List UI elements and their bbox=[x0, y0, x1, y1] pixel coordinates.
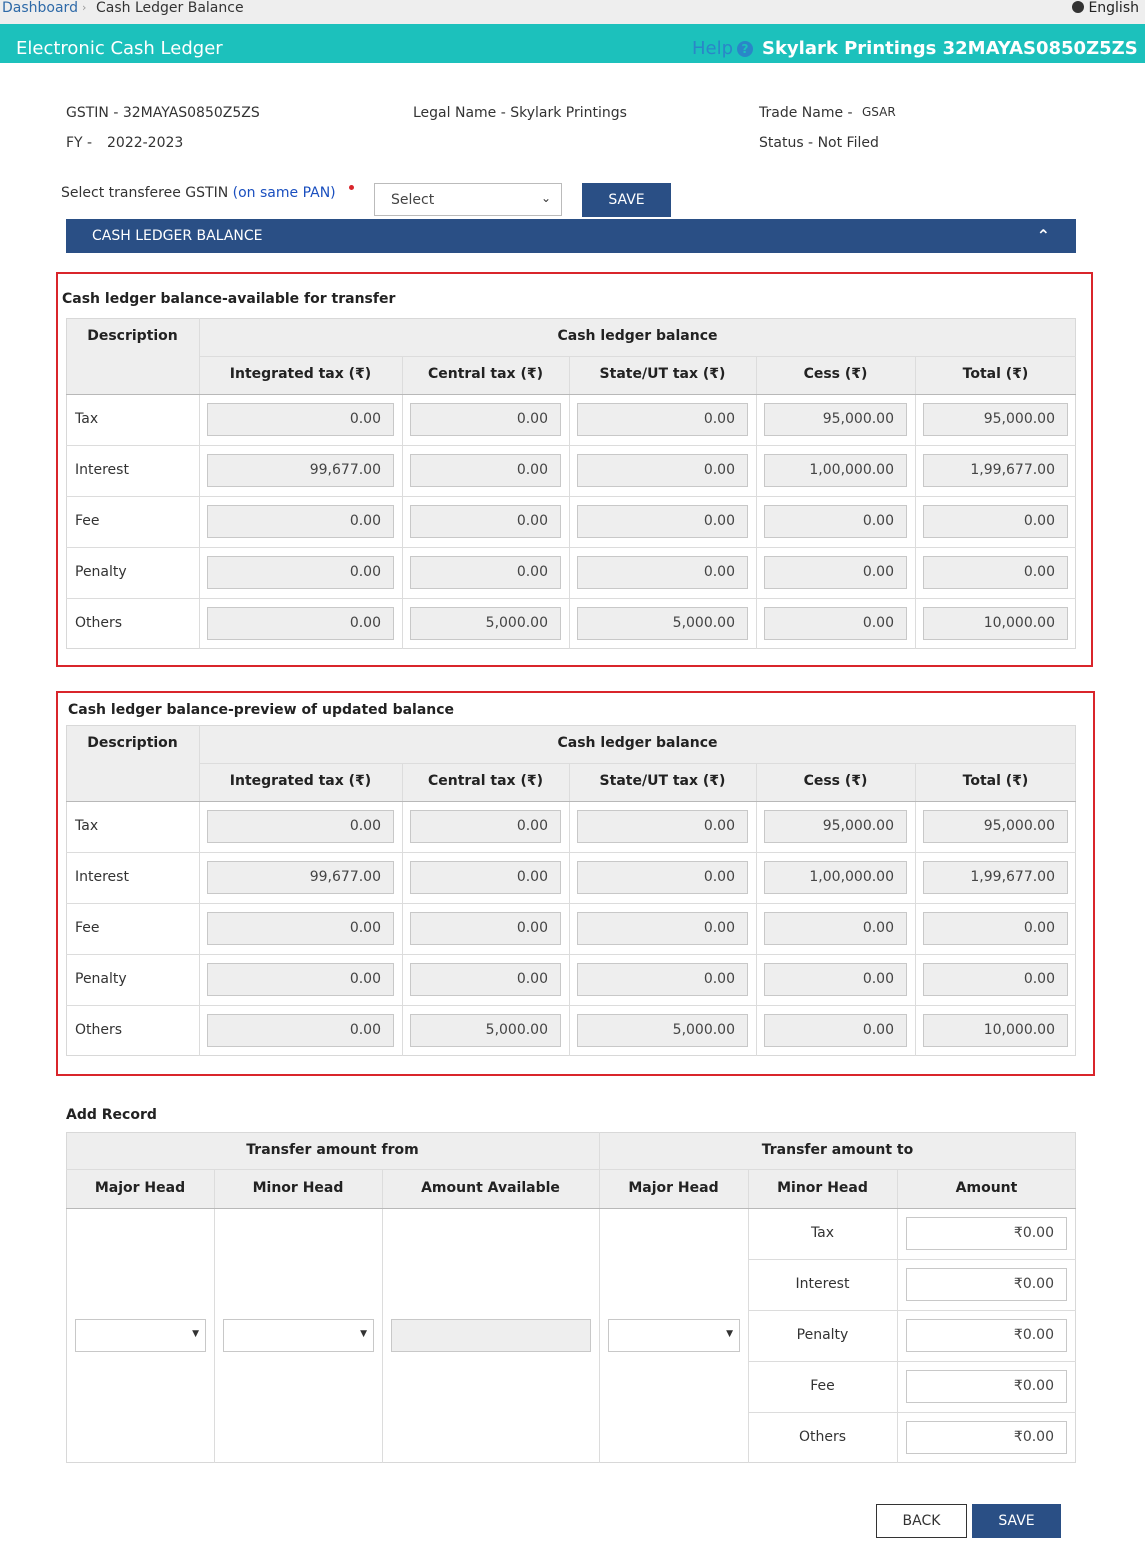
row-divider bbox=[66, 445, 1076, 446]
column-header: Major Head bbox=[94, 1180, 186, 1196]
amount-input[interactable]: ₹0.00 bbox=[906, 1217, 1067, 1250]
column-header: Amount bbox=[955, 1180, 1018, 1196]
header-bottom-border bbox=[66, 394, 1076, 395]
balance-value-field: 5,000.00 bbox=[577, 607, 748, 640]
help-link[interactable]: Help bbox=[692, 38, 734, 59]
balance-value-field: 0.00 bbox=[410, 556, 561, 589]
balance-value-field: 0.00 bbox=[577, 861, 748, 894]
row-divider bbox=[66, 1005, 1076, 1006]
column-header: Minor Head bbox=[777, 1180, 868, 1196]
balance-value-field: 0.00 bbox=[577, 454, 748, 487]
balance-value-field: 0.00 bbox=[577, 963, 748, 996]
column-header: Central tax (₹) bbox=[427, 773, 544, 789]
row-divider bbox=[748, 1412, 1076, 1413]
chevron-down-icon: ▼ bbox=[726, 1329, 733, 1339]
accordion-label: CASH LEDGER BALANCE bbox=[92, 228, 263, 244]
description-header: Description bbox=[87, 735, 178, 751]
available-section-title: Cash ledger balance-available for transfer bbox=[62, 291, 396, 307]
minor-head-label: Penalty bbox=[796, 1327, 849, 1343]
balance-value-field: 0.00 bbox=[410, 861, 561, 894]
amount-input[interactable]: ₹0.00 bbox=[906, 1319, 1067, 1352]
row-divider bbox=[748, 1310, 1076, 1311]
balance-value-field: 0.00 bbox=[764, 505, 907, 538]
balance-value-field: 95,000.00 bbox=[764, 403, 907, 436]
footer-save-button[interactable]: SAVE bbox=[972, 1504, 1061, 1538]
col-divider bbox=[897, 1169, 898, 1463]
balance-value-field: 1,99,677.00 bbox=[923, 861, 1068, 894]
back-button[interactable]: BACK bbox=[876, 1504, 967, 1538]
trade-name-label: Trade Name - bbox=[759, 105, 853, 121]
balance-value-field: 0.00 bbox=[410, 454, 561, 487]
balance-value-field: 0.00 bbox=[923, 963, 1068, 996]
fy-label: FY - bbox=[66, 135, 93, 151]
column-header: State/UT tax (₹) bbox=[599, 366, 726, 382]
balance-value-field: 0.00 bbox=[207, 963, 394, 996]
balance-value-field: 0.00 bbox=[764, 912, 907, 945]
header-bottom-border bbox=[66, 1208, 1076, 1209]
chevron-down-icon: ⌄ bbox=[540, 191, 551, 205]
balance-value-field: 5,000.00 bbox=[410, 607, 561, 640]
balance-value-field: 95,000.00 bbox=[923, 810, 1068, 843]
balance-value-field: 0.00 bbox=[207, 403, 394, 436]
fy-value: 2022-2023 bbox=[107, 135, 184, 151]
column-header: Major Head bbox=[628, 1180, 719, 1196]
trade-name-value: GSAR bbox=[862, 105, 896, 119]
balance-value-field: 0.00 bbox=[410, 810, 561, 843]
balance-value-field: 0.00 bbox=[207, 556, 394, 589]
breadcrumb-dashboard-link[interactable]: Dashboard bbox=[2, 0, 78, 16]
preview-section-title: Cash ledger balance-preview of updated balance bbox=[68, 702, 455, 718]
row-divider bbox=[66, 903, 1076, 904]
col-divider bbox=[756, 356, 757, 649]
balance-value-field: 95,000.00 bbox=[764, 810, 907, 843]
balance-value-field: 5,000.00 bbox=[410, 1014, 561, 1047]
balance-value-field: 0.00 bbox=[207, 607, 394, 640]
cash-ledger-balance-accordion[interactable] bbox=[66, 219, 1076, 253]
col-divider bbox=[756, 763, 757, 1056]
header-divider bbox=[66, 1169, 1076, 1170]
row-divider bbox=[66, 954, 1076, 955]
minor-head-label: Others bbox=[798, 1429, 847, 1445]
balance-value-field: 1,00,000.00 bbox=[764, 861, 907, 894]
from-major-head-select[interactable] bbox=[75, 1319, 206, 1352]
balance-value-field: 0.00 bbox=[207, 912, 394, 945]
amount-input[interactable]: ₹0.00 bbox=[906, 1421, 1067, 1454]
header-divider bbox=[199, 356, 1076, 357]
minor-head-label: Interest bbox=[795, 1276, 850, 1292]
row-divider bbox=[66, 598, 1076, 599]
amount-available-field bbox=[391, 1319, 591, 1352]
column-header: Cess (₹) bbox=[803, 773, 868, 789]
col-divider bbox=[402, 763, 403, 1056]
col-divider bbox=[382, 1169, 383, 1463]
description-header: Description bbox=[87, 328, 178, 344]
transferee-label-note: (on same PAN) bbox=[232, 185, 336, 201]
status-info: Status - Not Filed bbox=[759, 135, 879, 151]
row-label: Others bbox=[75, 615, 123, 631]
required-indicator bbox=[349, 185, 354, 190]
balance-value-field: 1,99,677.00 bbox=[923, 454, 1068, 487]
breadcrumb-current: Cash Ledger Balance bbox=[96, 0, 244, 16]
cash-ledger-balance-header: Cash ledger balance bbox=[557, 328, 718, 344]
balance-value-field: 10,000.00 bbox=[923, 607, 1068, 640]
row-divider bbox=[66, 547, 1076, 548]
top-bar bbox=[0, 0, 1145, 24]
col-divider bbox=[915, 356, 916, 649]
row-label: Interest bbox=[75, 462, 129, 478]
row-label: Tax bbox=[75, 818, 99, 834]
help-icon[interactable]: ? bbox=[737, 41, 753, 57]
balance-value-field: 0.00 bbox=[577, 810, 748, 843]
balance-value-field: 0.00 bbox=[207, 505, 394, 538]
chevron-down-icon: ▼ bbox=[360, 1329, 367, 1339]
balance-value-field: 0.00 bbox=[410, 505, 561, 538]
header-divider bbox=[199, 763, 1076, 764]
chevron-up-icon: ⌃ bbox=[1036, 226, 1050, 245]
amount-input[interactable]: ₹0.00 bbox=[906, 1268, 1067, 1301]
transferee-gstin-select[interactable] bbox=[374, 183, 562, 216]
balance-value-field: 5,000.00 bbox=[577, 1014, 748, 1047]
legal-name-info: Legal Name - Skylark Printings bbox=[413, 105, 627, 121]
transferee-select-value: Select bbox=[391, 192, 435, 208]
column-header: Total (₹) bbox=[962, 366, 1029, 382]
language-selector[interactable] bbox=[1072, 0, 1139, 16]
balance-value-field: 0.00 bbox=[410, 912, 561, 945]
transfer-from-header: Transfer amount from bbox=[246, 1142, 419, 1158]
minor-head-label: Fee bbox=[810, 1378, 835, 1394]
balance-value-field: 0.00 bbox=[764, 607, 907, 640]
balance-value-field: 0.00 bbox=[410, 963, 561, 996]
balance-value-field: 0.00 bbox=[410, 403, 561, 436]
column-header: Total (₹) bbox=[962, 773, 1029, 789]
row-divider bbox=[66, 496, 1076, 497]
add-record-title: Add Record bbox=[66, 1107, 157, 1123]
row-label: Fee bbox=[75, 513, 100, 529]
title-bar bbox=[0, 24, 1145, 63]
gstin-info: GSTIN - 32MAYAS0850Z5ZS bbox=[66, 105, 260, 121]
balance-value-field: 0.00 bbox=[923, 505, 1068, 538]
transferee-label bbox=[61, 185, 336, 201]
balance-value-field: 0.00 bbox=[577, 912, 748, 945]
row-label: Tax bbox=[75, 411, 99, 427]
column-header: Minor Head bbox=[252, 1180, 344, 1196]
row-divider bbox=[66, 852, 1076, 853]
cash-ledger-balance-header: Cash ledger balance bbox=[557, 735, 718, 751]
row-divider bbox=[748, 1259, 1076, 1260]
taxpayer-name: Skylark Printings 32MAYAS0850Z5ZS bbox=[762, 38, 1138, 59]
balance-value-field: 0.00 bbox=[577, 505, 748, 538]
row-label: Interest bbox=[75, 869, 129, 885]
transferee-save-button[interactable]: SAVE bbox=[582, 183, 671, 217]
column-header: Amount Available bbox=[421, 1180, 560, 1196]
balance-value-field: 0.00 bbox=[764, 1014, 907, 1047]
balance-value-field: 99,677.00 bbox=[207, 861, 394, 894]
balance-value-field: 95,000.00 bbox=[923, 403, 1068, 436]
row-label: Fee bbox=[75, 920, 100, 936]
col-divider bbox=[214, 1169, 215, 1463]
balance-value-field: 0.00 bbox=[577, 556, 748, 589]
row-label: Others bbox=[75, 1022, 123, 1038]
column-header: Cess (₹) bbox=[803, 366, 868, 382]
row-label: Penalty bbox=[75, 971, 127, 987]
balance-value-field: 99,677.00 bbox=[207, 454, 394, 487]
transfer-to-header: Transfer amount to bbox=[761, 1142, 914, 1158]
column-header: Central tax (₹) bbox=[427, 366, 544, 382]
col-divider bbox=[748, 1169, 749, 1463]
row-label: Penalty bbox=[75, 564, 127, 580]
column-header: State/UT tax (₹) bbox=[599, 773, 726, 789]
amount-input[interactable]: ₹0.00 bbox=[906, 1370, 1067, 1403]
balance-value-field: 0.00 bbox=[923, 912, 1068, 945]
row-divider bbox=[748, 1361, 1076, 1362]
balance-value-field: 0.00 bbox=[207, 810, 394, 843]
breadcrumb-separator: › bbox=[82, 1, 87, 14]
minor-head-label: Tax bbox=[810, 1225, 835, 1241]
page-title: Electronic Cash Ledger bbox=[16, 38, 223, 59]
balance-value-field: 0.00 bbox=[207, 1014, 394, 1047]
globe-icon bbox=[1072, 1, 1084, 13]
column-header: Integrated tax (₹) bbox=[229, 773, 372, 789]
balance-value-field: 1,00,000.00 bbox=[764, 454, 907, 487]
language-label: English bbox=[1088, 0, 1139, 16]
balance-value-field: 0.00 bbox=[764, 963, 907, 996]
col-divider bbox=[915, 763, 916, 1056]
col-divider bbox=[569, 763, 570, 1056]
col-divider bbox=[402, 356, 403, 649]
column-header: Integrated tax (₹) bbox=[229, 366, 372, 382]
col-divider bbox=[569, 356, 570, 649]
chevron-down-icon: ▼ bbox=[192, 1329, 199, 1339]
balance-value-field: 0.00 bbox=[577, 403, 748, 436]
balance-value-field: 10,000.00 bbox=[923, 1014, 1068, 1047]
from-minor-head-select[interactable] bbox=[223, 1319, 374, 1352]
balance-value-field: 0.00 bbox=[923, 556, 1068, 589]
balance-value-field: 0.00 bbox=[764, 556, 907, 589]
header-bottom-border bbox=[66, 801, 1076, 802]
to-major-head-select[interactable] bbox=[608, 1319, 740, 1352]
transferee-label-text: Select transferee GSTIN bbox=[61, 185, 229, 201]
